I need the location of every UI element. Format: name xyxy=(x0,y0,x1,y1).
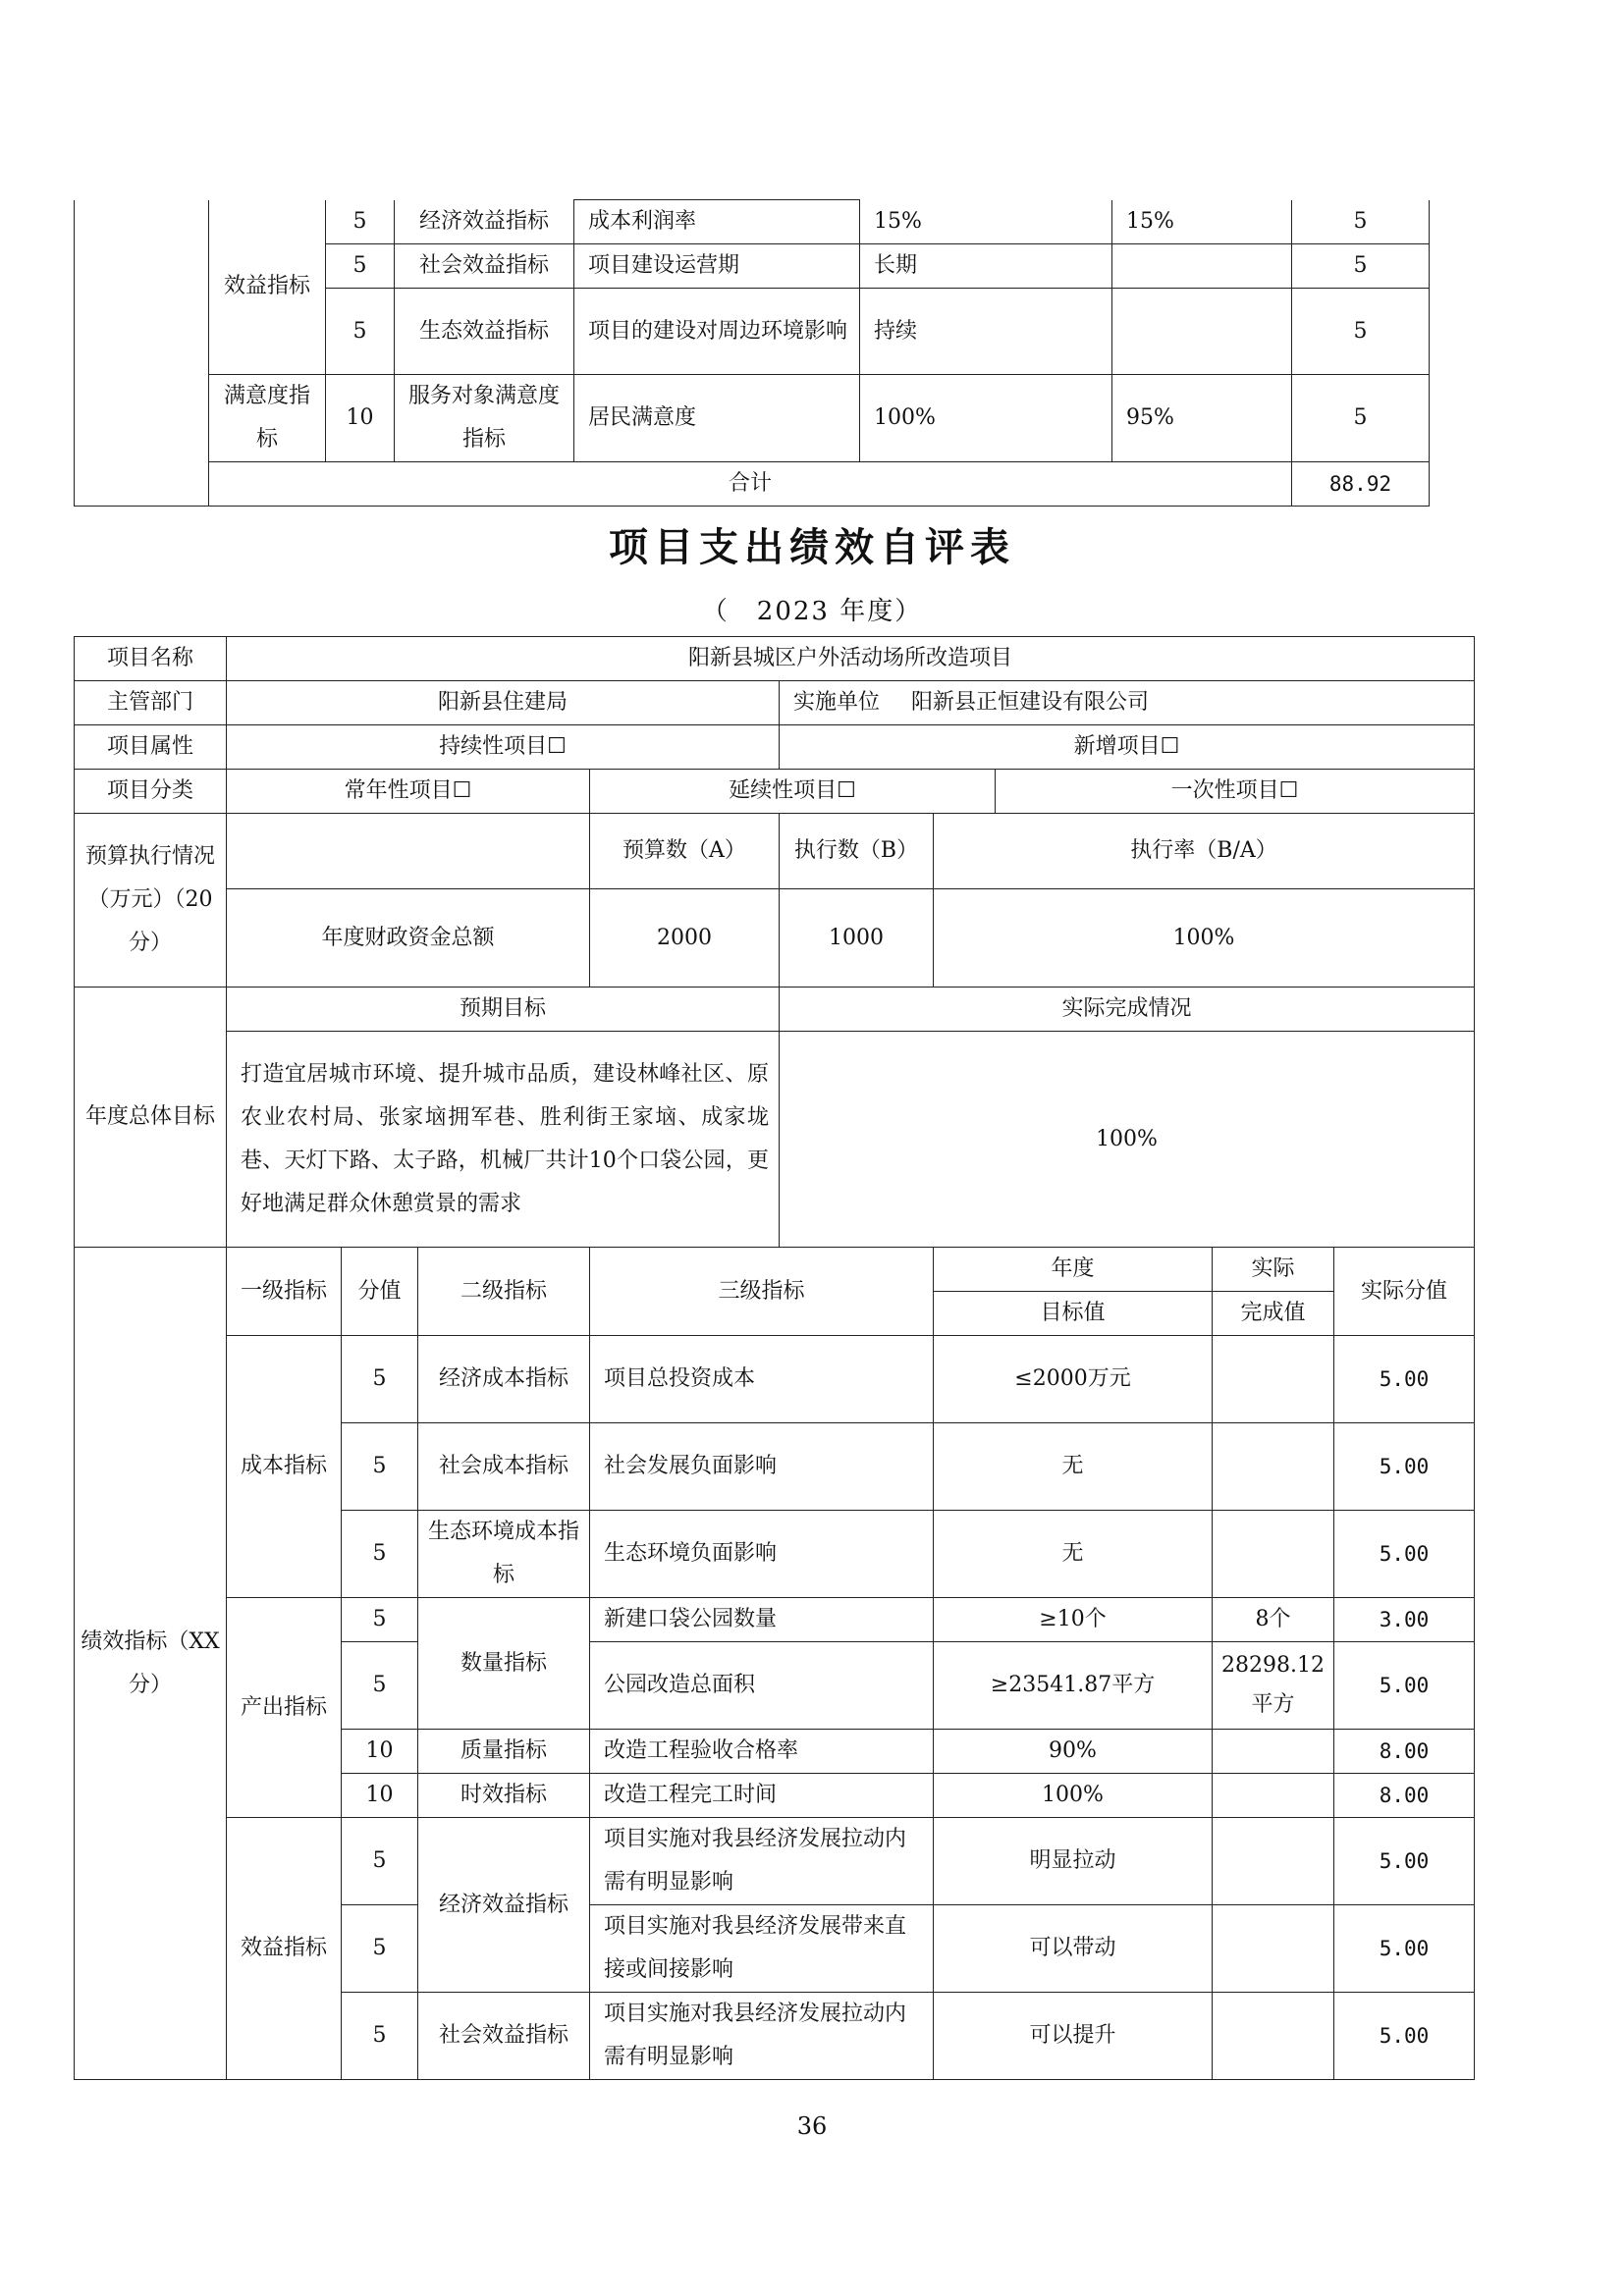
table-row xyxy=(75,1818,1475,1905)
actual-value: 15% xyxy=(1112,200,1292,244)
header-level1: 一级指标 xyxy=(227,1248,342,1336)
impl-value: 阳新县正恒建设有限公司 xyxy=(911,690,1150,715)
points-value: 5.00 xyxy=(1334,1818,1475,1905)
points-value: 8.00 xyxy=(1334,1774,1475,1818)
budget-blank xyxy=(227,814,590,889)
previous-table-continuation xyxy=(74,199,1430,507)
dept-label: 主管部门 xyxy=(75,681,227,725)
dept-value: 阳新县住建局 xyxy=(227,681,780,725)
project-name-label: 项目名称 xyxy=(75,637,227,681)
budget-col-rate: 执行率（B/A） xyxy=(934,814,1475,889)
actual-value xyxy=(1213,1993,1334,2080)
target-value: 无 xyxy=(934,1423,1213,1511)
indicator: 改造工程验收合格率 xyxy=(590,1730,934,1774)
indicator: 项目总投资成本 xyxy=(590,1336,934,1423)
total-label: 合计 xyxy=(209,462,1292,507)
target-value: 持续 xyxy=(860,289,1112,375)
header-target-bottom: 目标值 xyxy=(934,1292,1213,1336)
points-value: 5.00 xyxy=(1334,1423,1475,1511)
points-value: 3.00 xyxy=(1334,1598,1475,1642)
page-title: 项目支出绩效自评表 xyxy=(609,524,1015,570)
attr-label: 项目属性 xyxy=(75,725,227,770)
annual-goal-label: 年度总体目标 xyxy=(75,988,227,1248)
category-satisfaction: 满意度指标 xyxy=(209,375,326,462)
actual-value xyxy=(1112,244,1292,289)
category-cost: 成本指标 xyxy=(227,1336,342,1598)
page-number: 36 xyxy=(796,2112,828,2140)
header-actual-bottom: 完成值 xyxy=(1213,1292,1334,1336)
budget-b-value: 1000 xyxy=(780,889,934,988)
indicator: 社会发展负面影响 xyxy=(590,1423,934,1511)
budget-col-a: 预算数（A） xyxy=(590,814,780,889)
score-cell: 5 xyxy=(342,1511,418,1598)
header-score: 分值 xyxy=(342,1248,418,1336)
score-cell: 5 xyxy=(342,1336,418,1423)
attr-option-continuing[interactable]: 持续性项目☐ xyxy=(227,725,780,770)
class-option-onetime[interactable]: 一次性项目☐ xyxy=(996,770,1475,814)
indicator: 项目实施对我县经济发展拉动内需有明显影响 xyxy=(590,1818,934,1905)
points-value: 5.00 xyxy=(1334,1905,1475,1993)
points-value: 5 xyxy=(1292,289,1430,375)
actual-value xyxy=(1213,1818,1334,1905)
expected-goal-text: 打造宜居城市环境、提升城市品质，建设林峰社区、原农业农村局、张家垴拥军巷、胜利街王家垴、成家垅巷、天灯下路、太子路，机械厂共计10个口袋公园，更好地满足群众休憩赏景的需求 xyxy=(227,1032,780,1248)
points-value: 5.00 xyxy=(1334,1642,1475,1730)
actual-value xyxy=(1213,1774,1334,1818)
project-name-value: 阳新县城区户外活动场所改造项目 xyxy=(227,637,1475,681)
blank-cell xyxy=(75,200,209,507)
actual-value: 8个 xyxy=(1213,1598,1334,1642)
sub-indicator: 时效指标 xyxy=(418,1774,590,1818)
actual-value xyxy=(1213,1336,1334,1423)
target-value: 可以带动 xyxy=(934,1905,1213,1993)
target-value: ≤2000万元 xyxy=(934,1336,1213,1423)
target-value: 无 xyxy=(934,1511,1213,1598)
score-cell: 5 xyxy=(326,200,395,244)
sub-indicator: 经济成本指标 xyxy=(418,1336,590,1423)
category-benefit: 效益指标 xyxy=(227,1818,342,2080)
table-row xyxy=(75,1598,1475,1642)
points-value: 8.00 xyxy=(1334,1730,1475,1774)
indicator: 项目的建设对周边环境影响 xyxy=(574,289,860,375)
indicator: 改造工程完工时间 xyxy=(590,1774,934,1818)
target-value: 90% xyxy=(934,1730,1213,1774)
budget-label: 预算执行情况（万元）（20分） xyxy=(75,814,227,988)
score-cell: 5 xyxy=(342,1642,418,1730)
score-cell: 5 xyxy=(342,1818,418,1905)
score-cell: 5 xyxy=(326,244,395,289)
indicator: 项目建设运营期 xyxy=(574,244,860,289)
total-value: 88.92 xyxy=(1292,462,1430,507)
sub-indicator: 社会成本指标 xyxy=(418,1423,590,1511)
attr-option-new[interactable]: 新增项目☐ xyxy=(780,725,1475,770)
indicator: 项目实施对我县经济发展拉动内需有明显影响 xyxy=(590,1993,934,2080)
indicator: 生态环境负面影响 xyxy=(590,1511,934,1598)
points-value: 5.00 xyxy=(1334,1511,1475,1598)
score-cell: 5 xyxy=(342,1598,418,1642)
sub-indicator: 生态效益指标 xyxy=(395,289,574,375)
score-cell: 5 xyxy=(342,1993,418,2080)
category-benefit: 效益指标 xyxy=(209,200,326,375)
score-cell: 10 xyxy=(342,1774,418,1818)
target-value: 15% xyxy=(860,200,1112,244)
header-points: 实际分值 xyxy=(1334,1248,1475,1336)
points-value: 5.00 xyxy=(1334,1336,1475,1423)
indicator: 成本利润率 xyxy=(574,200,860,244)
score-cell: 10 xyxy=(326,375,395,462)
sub-indicator: 经济效益指标 xyxy=(418,1818,590,1993)
budget-a-value: 2000 xyxy=(590,889,780,988)
sub-indicator: 社会效益指标 xyxy=(395,244,574,289)
points-value: 5.00 xyxy=(1334,1993,1475,2080)
target-value: ≥23541.87平方 xyxy=(934,1642,1213,1730)
points-value: 5 xyxy=(1292,200,1430,244)
target-value: 100% xyxy=(860,375,1112,462)
class-option-extended[interactable]: 延续性项目☐ xyxy=(590,770,996,814)
indicator: 公园改造总面积 xyxy=(590,1642,934,1730)
budget-col-b: 执行数（B） xyxy=(780,814,934,889)
budget-rate-value: 100% xyxy=(934,889,1475,988)
score-cell: 10 xyxy=(342,1730,418,1774)
budget-row-label: 年度财政资金总额 xyxy=(227,889,590,988)
target-value: 可以提升 xyxy=(934,1993,1213,2080)
impl-unit-cell xyxy=(780,681,1475,725)
actual-value: 95% xyxy=(1112,375,1292,462)
header-actual-top: 实际 xyxy=(1213,1248,1334,1292)
actual-value: 28298.12平方 xyxy=(1213,1642,1334,1730)
points-value: 5 xyxy=(1292,375,1430,462)
table-row xyxy=(75,1336,1475,1423)
sub-indicator: 服务对象满意度指标 xyxy=(395,375,574,462)
target-value: ≥10个 xyxy=(934,1598,1213,1642)
actual-value xyxy=(1213,1511,1334,1598)
sub-indicator: 数量指标 xyxy=(418,1598,590,1730)
actual-value xyxy=(1112,289,1292,375)
header-level3: 三级指标 xyxy=(590,1248,934,1336)
points-value: 5 xyxy=(1292,244,1430,289)
actual-value xyxy=(1213,1905,1334,1993)
expected-goal-label: 预期目标 xyxy=(227,988,780,1032)
performance-indicator-label: 绩效指标（XX分） xyxy=(75,1248,227,2080)
indicator: 项目实施对我县经济发展带来直接或间接影响 xyxy=(590,1905,934,1993)
actual-value xyxy=(1213,1423,1334,1511)
indicator: 新建口袋公园数量 xyxy=(590,1598,934,1642)
sub-indicator: 质量指标 xyxy=(418,1730,590,1774)
target-value: 明显拉动 xyxy=(934,1818,1213,1905)
sub-indicator: 社会效益指标 xyxy=(418,1993,590,2080)
target-value: 100% xyxy=(934,1774,1213,1818)
category-output: 产出指标 xyxy=(227,1598,342,1818)
sub-indicator: 经济效益指标 xyxy=(395,200,574,244)
class-option-regular[interactable]: 常年性项目☐ xyxy=(227,770,590,814)
actual-completion-label: 实际完成情况 xyxy=(780,988,1475,1032)
year-subtitle: （ 2023 年度） xyxy=(701,597,923,626)
score-cell: 5 xyxy=(342,1905,418,1993)
header-target-top: 年度 xyxy=(934,1248,1213,1292)
self-evaluation-table xyxy=(74,636,1475,2080)
score-cell: 5 xyxy=(342,1423,418,1511)
actual-completion-value: 100% xyxy=(780,1032,1475,1248)
target-value: 长期 xyxy=(860,244,1112,289)
sub-indicator: 生态环境成本指标 xyxy=(418,1511,590,1598)
header-level2: 二级指标 xyxy=(418,1248,590,1336)
impl-label: 实施单位 xyxy=(793,690,881,715)
score-cell: 5 xyxy=(326,289,395,375)
actual-value xyxy=(1213,1730,1334,1774)
class-label: 项目分类 xyxy=(75,770,227,814)
indicator: 居民满意度 xyxy=(574,375,860,462)
